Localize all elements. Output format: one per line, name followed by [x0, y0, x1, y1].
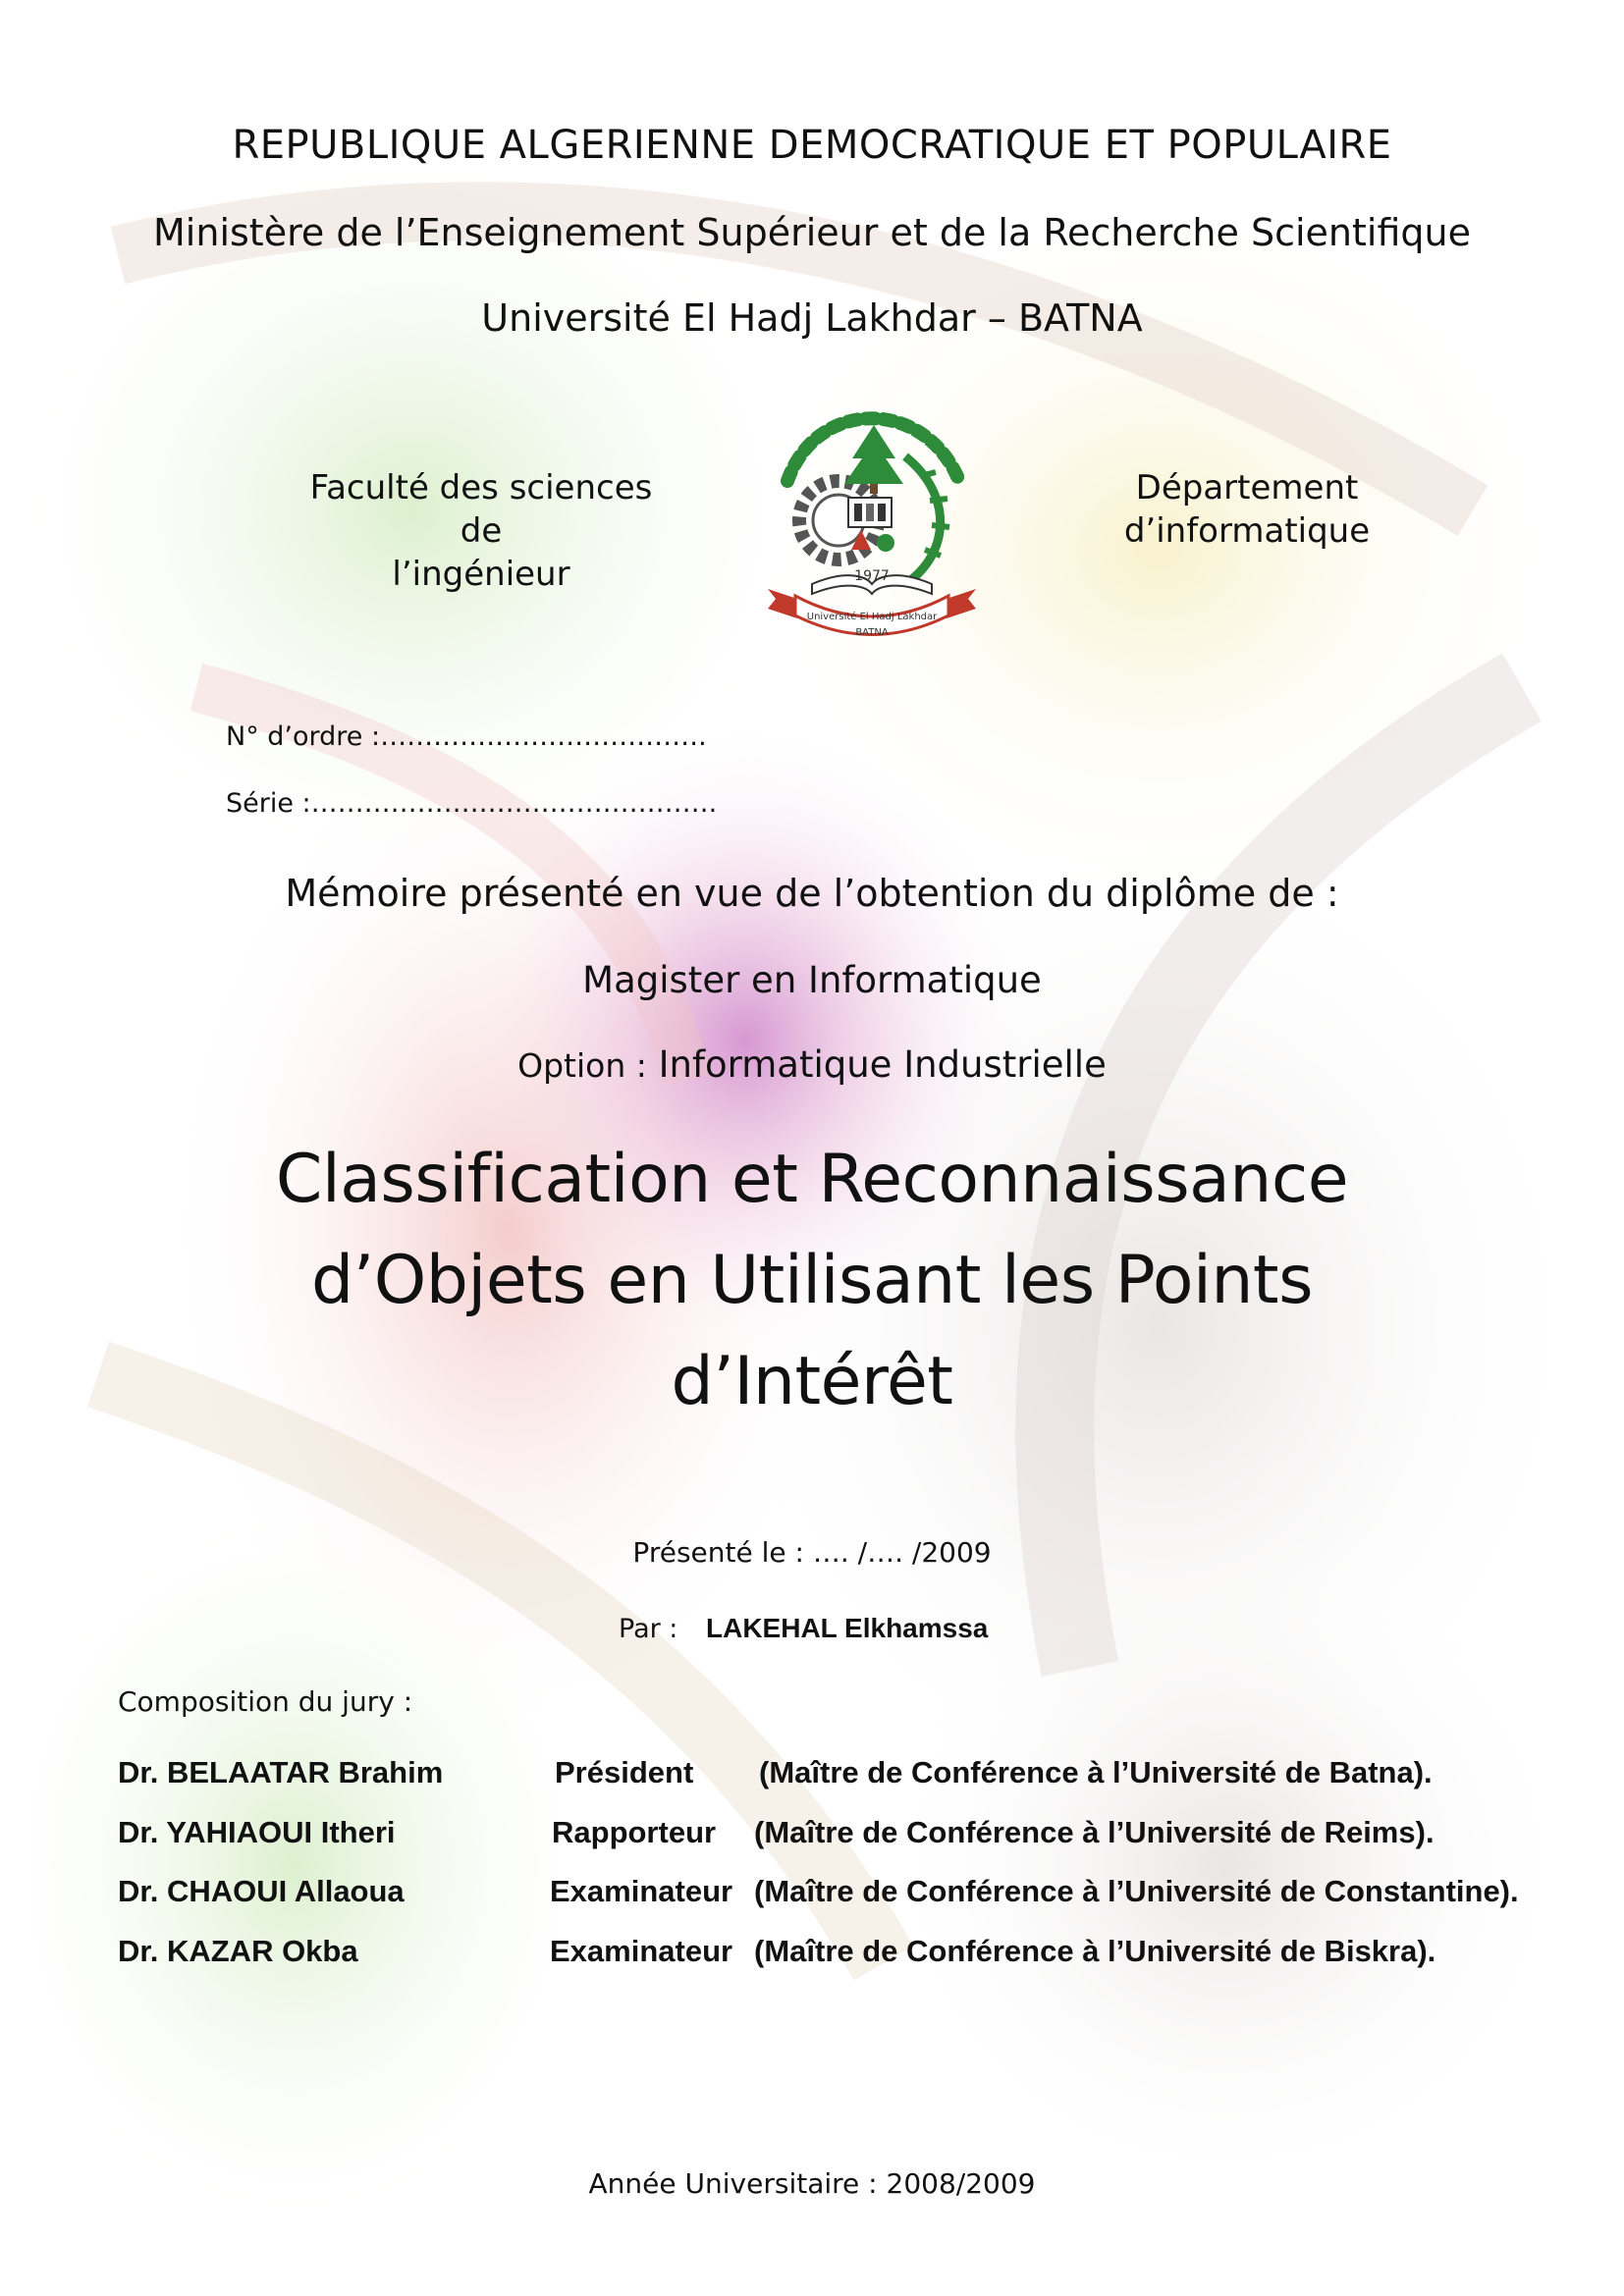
- jury-member-name: Dr. CHAOUI Allaoua: [118, 1874, 405, 1908]
- jury-member-role: Examinateur: [550, 1874, 733, 1908]
- author-name: LAKEHAL Elkhamssa: [706, 1613, 989, 1643]
- par-label: Par :: [619, 1614, 678, 1644]
- thesis-title-line-2: d’Objets en Utilisant les Points: [310, 1242, 1314, 1319]
- svg-text:Université El Hadj Lakhdar: Université El Hadj Lakhdar: [806, 612, 938, 622]
- jury-member-role: Rapporteur: [552, 1815, 717, 1849]
- svg-text:BATNA: BATNA: [855, 627, 889, 638]
- jury-member-name: Dr. YAHIAOUI Itheri: [118, 1815, 396, 1849]
- university-heading: Université El Hadj Lakhdar – BATNA: [481, 296, 1143, 340]
- serie-field: Série :……………………………………….: [226, 788, 718, 819]
- option-line: [0, 1043, 1624, 1086]
- option-value: Informatique Industrielle: [658, 1043, 1107, 1086]
- jury-member-institution: (Maître de Conférence à l’Université de Constantine).: [754, 1874, 1519, 1908]
- jury-member-name: Dr. BELAATAR Brahim: [118, 1755, 444, 1789]
- thesis-title-line-1: Classification et Reconnaissance: [275, 1141, 1349, 1218]
- academic-year: Année Universitaire : 2008/2009: [588, 2167, 1036, 2200]
- jury-row: [118, 1815, 1532, 1864]
- department-line-1: Département: [1135, 468, 1359, 507]
- department-line-2: d’informatique: [1123, 511, 1371, 551]
- thesis-title: [0, 1129, 1624, 1432]
- jury-member-institution: (Maître de Conférence à l’Université de Batna).: [759, 1755, 1433, 1789]
- jury-member-role: Examinateur: [550, 1934, 733, 1968]
- svg-text:1977: 1977: [854, 568, 890, 584]
- faculty-line-2: l’ingénieur: [392, 555, 570, 594]
- jury-member-role: Président: [555, 1755, 694, 1789]
- republic-heading: REPUBLIQUE ALGERIENNE DEMOCRATIQUE ET POPULAIRE: [232, 123, 1392, 168]
- jury-member-institution: (Maître de Conférence à l’Université de Biskra).: [754, 1934, 1436, 1968]
- ordre-field: N° d’ordre :……………………………….: [226, 721, 707, 752]
- author-line: [619, 1613, 988, 1644]
- jury-row: [118, 1874, 1532, 1923]
- faculty-line-1: Faculté des sciences de: [309, 468, 653, 551]
- option-label: Option :: [517, 1046, 647, 1085]
- ministry-heading: Ministère de l’Enseignement Supérieur et de la Recherche Scientifique: [153, 211, 1471, 254]
- memoire-intro: Mémoire présenté en vue de l’obtention du diplôme de :: [285, 872, 1339, 915]
- jury-member-name: Dr. KAZAR Okba: [118, 1934, 358, 1968]
- jury-row: [118, 1755, 1532, 1804]
- university-seal-logo: [758, 388, 986, 638]
- degree-name: Magister en Informatique: [582, 959, 1042, 1001]
- thesis-title-line-3: d’Intérêt: [671, 1343, 953, 1420]
- jury-heading: Composition du jury :: [118, 1685, 413, 1718]
- jury-row: [118, 1934, 1532, 1983]
- department-block: [1100, 466, 1394, 553]
- jury-member-institution: (Maître de Conférence à l’Université de Reims).: [754, 1815, 1435, 1849]
- faculty-block: [285, 466, 677, 596]
- presentation-date: Présenté le : …. /…. /2009: [632, 1536, 992, 1569]
